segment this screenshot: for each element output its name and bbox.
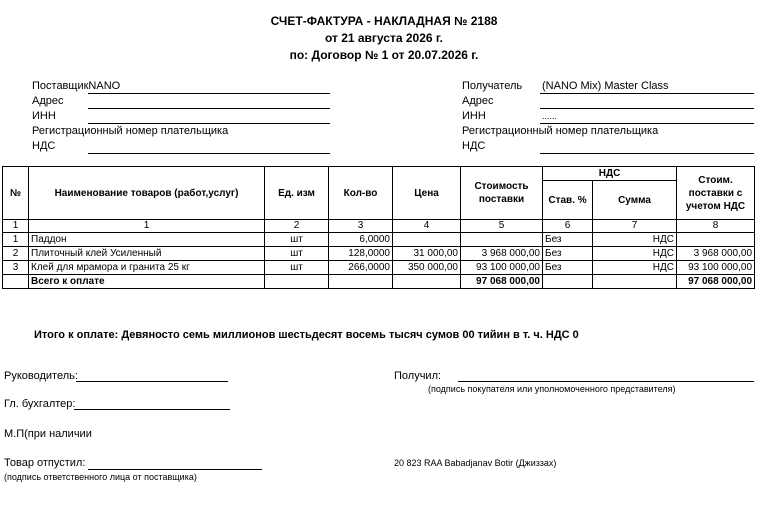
row-cost [461, 233, 543, 247]
row-no: 1 [3, 233, 29, 247]
row-cost: 93 100 000,00 [461, 261, 543, 275]
row-price [393, 233, 461, 247]
header-unit: Ед. изм [265, 167, 329, 220]
col-number: 5 [461, 220, 543, 233]
col-number: 4 [393, 220, 461, 233]
total-sum: 97 068 000,00 [677, 275, 755, 289]
row-total: 3 968 000,00 [677, 247, 755, 261]
amount-in-words: Итого к оплате: Девяносто семь миллионов шестьдесят восемь тысяч сумов 00 тийин в т. ч. НДС 0 [34, 329, 579, 341]
row-total: 93 100 000,00 [677, 261, 755, 275]
recipient-label: Получатель [462, 80, 523, 92]
total-empty [543, 275, 593, 289]
stamp-label: М.П(при наличии [4, 428, 92, 440]
total-cost: 97 068 000,00 [461, 275, 543, 289]
col-number: 6 [543, 220, 593, 233]
total-empty [593, 275, 677, 289]
col-number: 1 [3, 220, 29, 233]
total-label: Всего к оплате [29, 275, 265, 289]
row-unit: шт [265, 261, 329, 275]
supplier-label: Поставщик [32, 80, 89, 92]
row-unit: шт [265, 247, 329, 261]
supplier-reg-label: Регистрационный номер плательщика [32, 125, 229, 137]
accountant-label: Гл. бухгалтер: [4, 398, 76, 410]
row-price: 350 000,00 [393, 261, 461, 275]
table-header-row [3, 167, 755, 181]
header-cost: Стоимость поставки [461, 167, 543, 220]
recipient-inn-value: ...... [542, 111, 558, 121]
row-qty: 266,0000 [329, 261, 393, 275]
row-vat: НДС [593, 261, 677, 275]
invoice-date: от 21 августа 2026 г. [324, 31, 444, 45]
supplier-address-line [88, 108, 330, 109]
supplier-vat-line [88, 153, 330, 154]
total-empty [265, 275, 329, 289]
invoice-table [2, 166, 755, 289]
supplier-inn-line [88, 123, 330, 124]
header-vat: НДС [543, 167, 677, 181]
table-row [3, 261, 755, 275]
supplier-row [32, 80, 120, 92]
row-name: Паддон [29, 233, 265, 247]
accountant-signature-line [74, 409, 230, 410]
supplier-vat-label: НДС [32, 140, 56, 152]
row-price: 31 000,00 [393, 247, 461, 261]
received-signature-line [458, 381, 754, 382]
recipient-reg-label: Регистрационный номер плательщика [462, 125, 659, 137]
col-number: 1 [29, 220, 265, 233]
header-total: Стоим. поставки с учетом НДС [677, 167, 755, 220]
director-signature-line [76, 381, 228, 382]
received-label: Получил: [394, 370, 442, 382]
row-qty: 6,0000 [329, 233, 393, 247]
recipient-inn-line [540, 123, 754, 124]
header-name: Наименование товаров (работ,услуг) [29, 167, 265, 220]
header-price: Цена [393, 167, 461, 220]
total-empty [393, 275, 461, 289]
recipient-inn-label: ИНН [462, 110, 486, 122]
row-total [677, 233, 755, 247]
row-rate: Без [543, 233, 593, 247]
row-name: Клей для мрамора и гранита 25 кг [29, 261, 265, 275]
col-number: 8 [677, 220, 755, 233]
header-qty: Кол-во [329, 167, 393, 220]
received-note: (подпись покупателя или уполномоченного представителя) [428, 384, 676, 394]
released-signature-line [88, 469, 262, 470]
invoice-contract: по: Договор № 1 от 20.07.2026 г. [289, 48, 479, 62]
row-vat: НДС [593, 233, 677, 247]
table-row [3, 247, 755, 261]
invoice-title: СЧЕТ-ФАКТУРА - НАКЛАДНАЯ № 2188 [270, 14, 498, 28]
recipient-name: (NANO Mix) Master Class [542, 80, 669, 92]
header-vat-sum: Сумма [593, 181, 677, 220]
col-number: 7 [593, 220, 677, 233]
recipient-vat-label: НДС [462, 140, 486, 152]
row-rate: Без [543, 261, 593, 275]
recipient-address-label: Адрес [462, 95, 494, 107]
supplier-address-label: Адрес [32, 95, 64, 107]
row-vat: НДС [593, 247, 677, 261]
header-no: № [3, 167, 29, 220]
row-no: 2 [3, 247, 29, 261]
director-label: Руководитель: [4, 370, 78, 382]
column-number-row [3, 220, 755, 233]
recipient-vat-line [540, 153, 754, 154]
total-row [3, 275, 755, 289]
row-qty: 128,0000 [329, 247, 393, 261]
receiver-info: 20 823 RAA Babadjanav Botir (Джиззах) [394, 458, 557, 468]
supplier-line [88, 93, 330, 94]
row-unit: шт [265, 233, 329, 247]
header-vat-rate: Став. % [543, 181, 593, 220]
released-note: (подпись ответственного лица от поставщика) [4, 472, 197, 482]
recipient-line [540, 93, 754, 94]
total-empty [329, 275, 393, 289]
recipient-address-line [540, 108, 754, 109]
supplier-name: NANO [88, 80, 121, 92]
total-empty [3, 275, 29, 289]
row-cost: 3 968 000,00 [461, 247, 543, 261]
released-label: Товар отпустил: [4, 457, 86, 469]
row-rate: Без [543, 247, 593, 261]
supplier-inn-label: ИНН [32, 110, 56, 122]
row-no: 3 [3, 261, 29, 275]
row-name: Плиточный клей Усиленный [29, 247, 265, 261]
col-number: 2 [265, 220, 329, 233]
col-number: 3 [329, 220, 393, 233]
table-row [3, 233, 755, 247]
